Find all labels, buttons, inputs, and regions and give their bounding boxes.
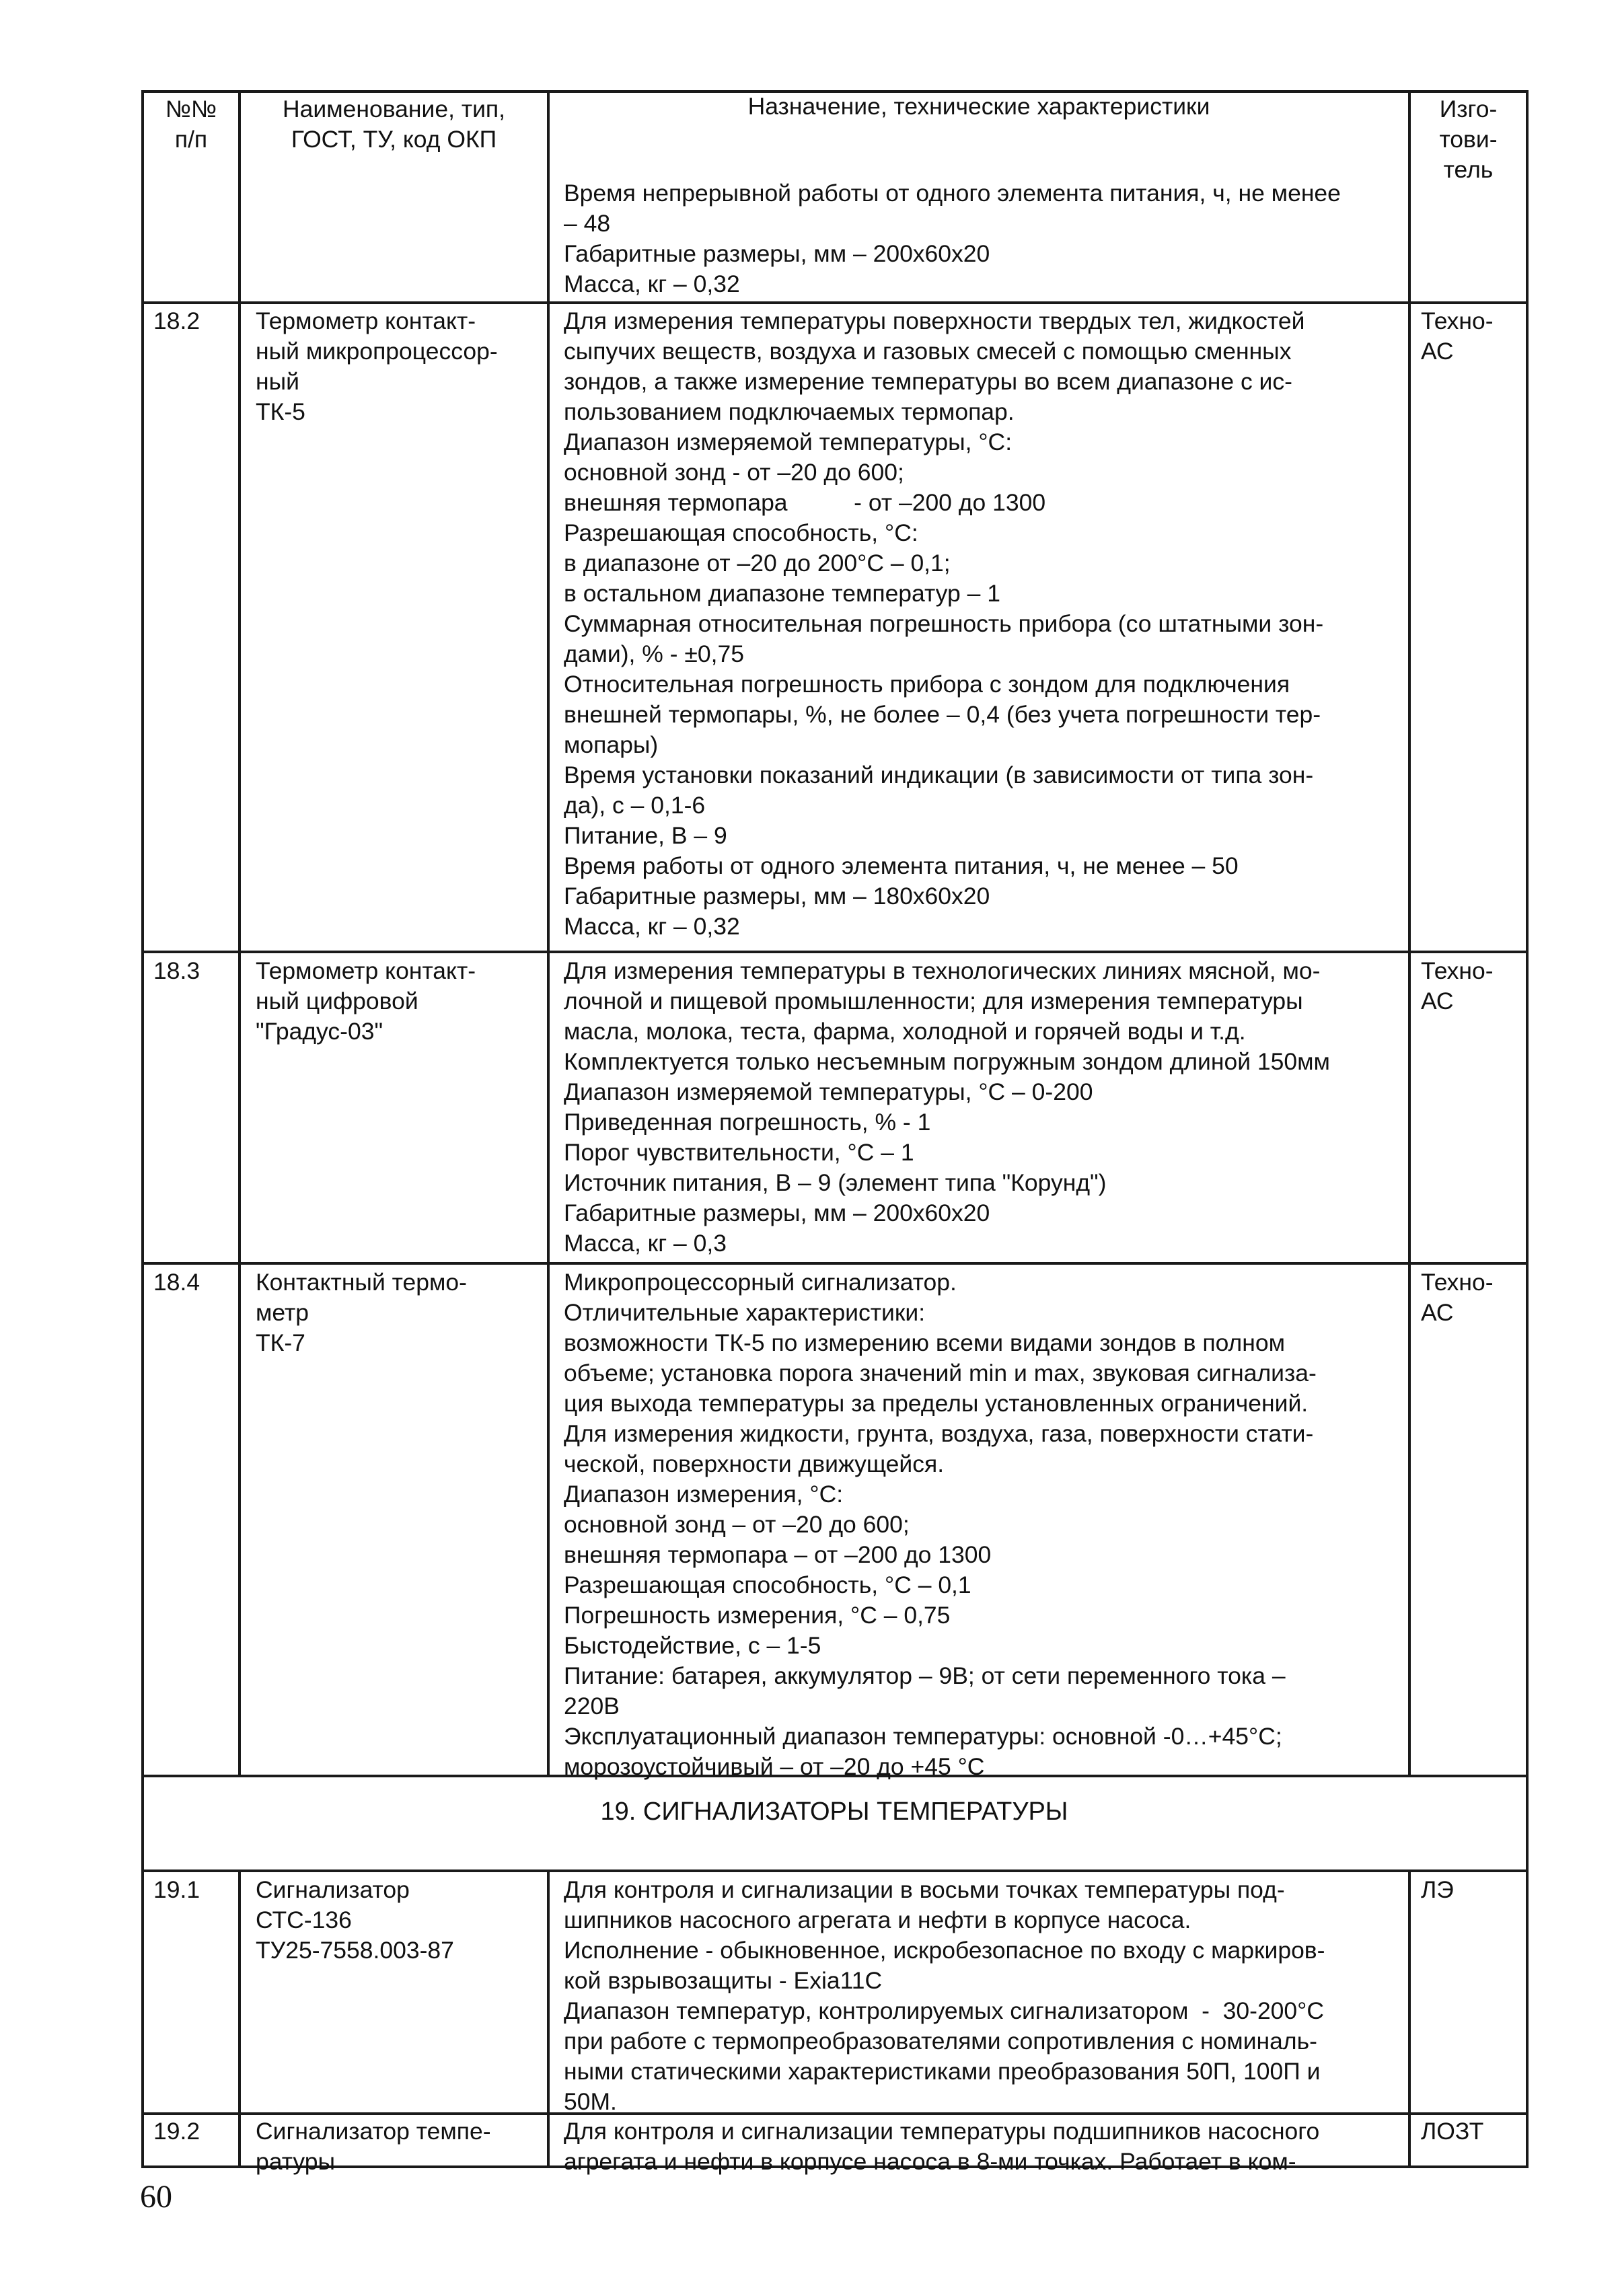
column-divider (1408, 1869, 1411, 2168)
row-number-19-2: 19.2 (153, 2118, 200, 2145)
row-maker-18-4: Техно- АС (1421, 1269, 1494, 1326)
row-name-18-3: Термометр контакт- ный цифровой "Градус-03" (256, 957, 476, 1045)
table-left-border (141, 90, 144, 2168)
row-maker-18-3: Техно- АС (1421, 957, 1494, 1014)
row-divider (141, 1262, 1529, 1265)
row-maker-18-2: Техно- АС (1421, 307, 1494, 365)
row-number-18-4: 18.4 (153, 1269, 200, 1296)
row-desc-continued: Время непрерывной работы от одного элемента питания, ч, не менее – 48 Габаритные размеры, мм – 200x60x20 Масса, кг – 0,32 (564, 180, 1341, 297)
header-description: Назначение, технические характеристики (747, 93, 1210, 120)
row-maker-19-2: ЛОЗТ (1421, 2118, 1484, 2145)
row-desc-18-3: Для измерения температуры в технологических линиях мясной, мо- лочной и пищевой промышленности; для измерения температуры масла, молока, теста, фарма, холодной и горячей воды и т.д. Комплектуется только несъемным погружным зондом длиной 150мм Диапазон измеряемой температуры, °С – 0-200 Приведенная погрешность, % - 1 Порог чувствительности, °С – 1 Источник питания, В – 9 (элемент типа "Корунд") Габаритные размеры, мм – 200x60x20 Масса, кг – 0,3 (564, 957, 1330, 1257)
row-number-19-1: 19.1 (153, 1876, 200, 1903)
row-name-19-1: Сигнализатор СТС-136 ТУ25-7558.003-87 (256, 1876, 454, 1964)
page-number: 60 (140, 2179, 172, 2215)
column-divider (547, 90, 550, 1777)
row-name-18-4: Контактный термо- метр ТК-7 (256, 1269, 467, 1356)
header-name: Наименование, тип, ГОСТ, ТУ, код ОКП (283, 96, 505, 153)
row-divider (141, 951, 1529, 953)
row-number-18-2: 18.2 (153, 307, 200, 334)
column-divider (1408, 90, 1411, 1777)
row-desc-18-4: Микропроцессорный сигнализатор. Отличительные характеристики: возможности ТК-5 по измерению всеми видами зондов в полном объеме; установка порога значений min и max, звуковая сигнализа- ция выхода температуры за пределы установленных ограничений. Для измерения жидкости, грунта, воздуха, газа, поверхности стати- ческой, поверхности движущейся. Диапазон измерения, °С: основной зонд – от –20 до 600; внешняя термопара – от –200 до 1300 Разрешающая способность, °С – 0,1 Погрешность измерения, °С – 0,75 Быстодействие, с – 1-5 Питание: батарея, аккумулятор – 9В; от сети переменного тока – 220В Эксплуатационный диапазон температуры: основной -0…+45°С; морозоустойчивый – от –20 до +45 °С (564, 1269, 1317, 1780)
row-name-19-2: Сигнализатор темпе- ратуры (256, 2118, 491, 2175)
row-maker-19-1: ЛЭ (1421, 1876, 1454, 1903)
row-divider (141, 301, 1529, 304)
row-desc-19-2: Для контроля и сигнализации температуры подшипников насосного агрегата и нефти в корпусе насоса в 8-ми точках. Работает в ком- (564, 2118, 1320, 2175)
column-divider (238, 1869, 241, 2168)
section-heading: 19. СИГНАЛИЗАТОРЫ ТЕМПЕРАТУРЫ (600, 1798, 1068, 1826)
column-divider (238, 90, 241, 1777)
row-desc-18-2: Для измерения температуры поверхности твердых тел, жидкостей сыпучих веществ, воздуха и газовых смесей с помощью сменных зондов, а также измерение температуры во всем диапазоне с ис- пользованием подключаемых термопар. Диапазон измеряемой температуры, °С: основной зонд - от –20 до 600; внешняя термопара - от –200 до 1300 Разрешающая способность, °С: в диапазоне от –20 до 200°С – 0,1; в остальном диапазоне температур – 1 Суммарная относительная погрешность прибора (со штатными зон- дами), % - ±0,75 Относительная погрешность прибора с зондом для подключения внешней термопары, %, не более – 0,4 (без учета погрешности тер- мопары) Время установки показаний индикации (в зависимости от типа зон- да), с – 0,1-6 Питание, В – 9 Время работы от одного элемента питания, ч, не менее – 50 Габаритные размеры, мм – 180x60x20 Масса, кг – 0,32 (564, 307, 1324, 940)
row-number-18-3: 18.3 (153, 957, 200, 984)
column-divider (547, 1869, 550, 2168)
table-right-border (1526, 90, 1529, 2168)
header-manufacturer: Изго- тови- тель (1439, 96, 1498, 183)
row-name-18-2: Термометр контакт- ный микропроцессор- ный ТК-5 (256, 307, 498, 425)
row-desc-19-1: Для контроля и сигнализации в восьми точках температуры под- шипников насосного агрегата и нефти в корпусе насоса. Исполнение - обыкновенное, искробезопасное по входу с маркиров- кой взрывозащиты - Exia11C Диапазон температур, контролируемых сигнализатором - 30-200°С при работе с термопреобразователями сопротивления с номиналь- ными статическими характеристиками преобразования 50П, 100П и 50М. (564, 1876, 1325, 2115)
row-divider (141, 1869, 1529, 1872)
header-number: №№ п/п (165, 96, 217, 153)
